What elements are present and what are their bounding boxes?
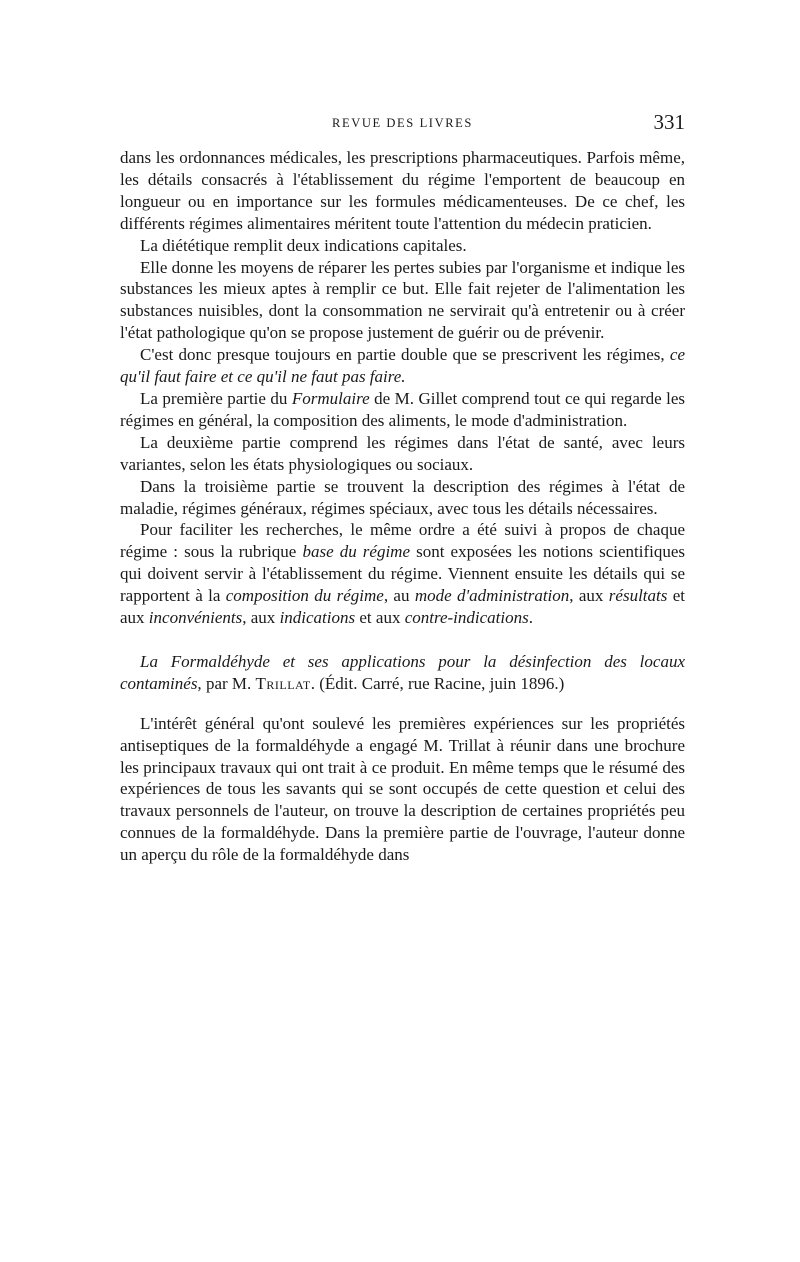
paragraph-8-italic-d: composition du régime <box>225 586 384 606</box>
paragraph-8-text-k: , aux <box>242 608 276 628</box>
paragraph-6: La deuxième partie comprend les régimes dans l'état de santé, avec leurs variantes, selon les états physiologiques ou sociaux. <box>120 432 685 474</box>
paragraph-8-italic-j: inconvénients <box>148 608 243 628</box>
formulaire-title: Formulaire <box>291 388 370 408</box>
paragraph-1: dans les ordonnances médicales, les prescriptions pharmaceutiques. Parfois même, les détails consacrés à l'établissement du régime l'emportent de beaucoup en longueur ou en importance sur les formules médicamenteuses. De ce chef, les différents régimes alimentaires méritent toute l'attention du médecin praticien. <box>120 148 685 233</box>
review-publisher: . (Édit. Carré, rue Racine, juin 1896.) <box>310 673 565 693</box>
paragraph-5 <box>120 388 685 432</box>
page-body <box>120 147 685 866</box>
review-author: Trillat <box>255 673 311 693</box>
paragraph-8-text-c: sont exposées les notions scientifiques qui doivent servir à l'établissement du régime. Viennent ensuite les détails qui se rapportent à la <box>120 542 686 606</box>
paragraph-8-italic-n: contre-indications <box>404 608 529 628</box>
paragraph-9: L'intérêt général qu'ont soulevé les premières expériences sur les propriétés antiseptiques de la formaldéhyde a engagé M. Trillat à réunir dans une brochure les principaux travaux qui ont trait à ce produit. En même temps que le résumé des expériences de tous les savants qui se sont occupés de cette question et celui des travaux personnels de l'auteur, on trouve la description de certaines propriétés peu connues de la formaldéhyde. Dans la première partie de l'ouvrage, l'auteur donne un aperçu du rôle de la formaldéhyde dans <box>120 713 685 865</box>
review-by: par M. <box>205 673 252 693</box>
paragraph-8-italic-f: mode d'administration <box>414 586 570 606</box>
paragraph-5-text-a: La première partie du <box>140 388 288 408</box>
page-number: 331 <box>653 110 685 134</box>
review-heading <box>120 651 685 695</box>
paragraph-8-text-g: , aux <box>569 586 604 606</box>
paragraph-8-text-e: , au <box>383 586 410 606</box>
paragraph-5-text-c: de M. Gillet comprend tout ce qui regarde les régimes en général, la composition des aliments, le mode d'administration. <box>120 388 686 430</box>
paragraph-8-italic-h: résultats <box>608 586 668 606</box>
paragraph-8 <box>120 519 685 629</box>
paragraph-4-text: C'est donc presque toujours en partie double que se prescrivent les régimes, <box>140 345 665 365</box>
review-title: La Formaldéhyde et ses applications pour la désinfection des locaux contaminés, <box>120 651 685 693</box>
paragraph-8-text-o: . <box>528 608 533 628</box>
paragraph-4-italic: ce qu'il faut faire et ce qu'il ne faut pas faire. <box>120 345 685 387</box>
paragraph-2: La diététique remplit deux indications capitales. <box>140 235 467 255</box>
paragraph-8-text-a: Pour faciliter les recherches, le même ordre a été suivi à propos de chaque régime : sous la rubrique <box>120 520 685 562</box>
paragraph-4 <box>120 344 685 388</box>
page-header <box>120 110 685 140</box>
running-title: REVUE DES LIVRES <box>332 116 473 130</box>
paragraph-8-text-i: et aux <box>120 586 685 628</box>
paragraph-8-italic-l: indications <box>279 608 356 628</box>
paragraph-3: Elle donne les moyens de réparer les pertes subies par l'organisme et indique les substances les mieux aptes à remplir ce but. Elle fait rejeter de l'alimentation les substances nuisibles, dont la consommation ne servirait qu'à entretenir ou à créer l'état pathologique qu'on se propose justement de guérir ou de prévenir. <box>120 257 685 343</box>
paragraph-8-text-m: et aux <box>359 608 401 628</box>
paragraph-8-italic-b: base du régime <box>302 542 410 562</box>
paragraph-7: Dans la troisième partie se trouvent la description des régimes à l'état de maladie, régimes généraux, régimes spéciaux, avec tous les détails nécessaires. <box>120 476 685 518</box>
